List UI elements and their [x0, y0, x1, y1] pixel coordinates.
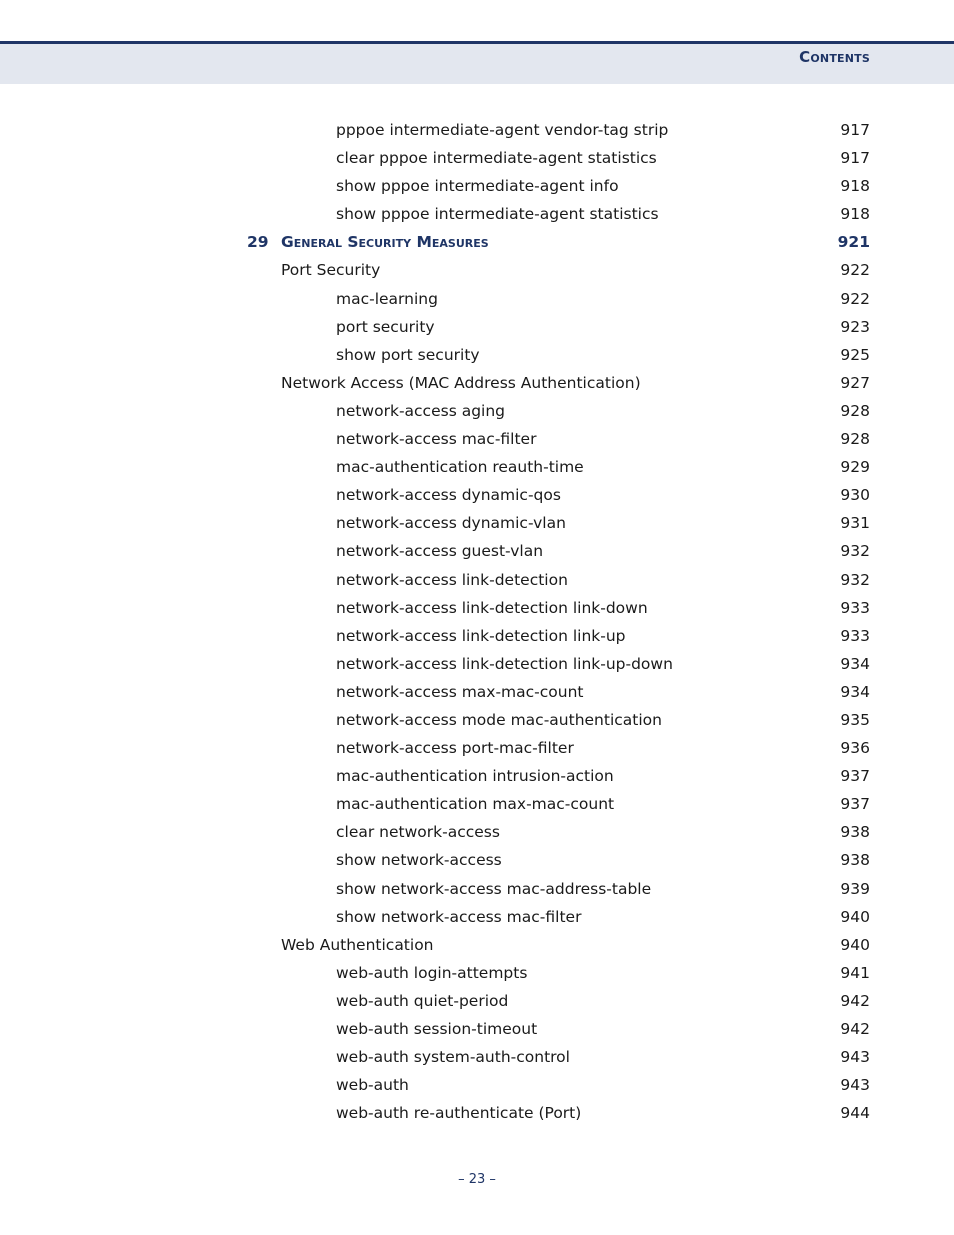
toc-command-entry[interactable] — [0, 313, 954, 341]
toc-entry-page-number: 940 — [840, 935, 870, 954]
toc-command-entry[interactable] — [0, 341, 954, 369]
toc-command-entry[interactable] — [0, 762, 954, 790]
toc-entry-page-number: 940 — [840, 907, 870, 926]
toc-command-entry[interactable] — [0, 903, 954, 931]
toc-entry-title: mac-authentication max-mac-count — [336, 795, 615, 814]
toc-entry-page-number: 943 — [840, 1048, 870, 1067]
toc-entry-page-number: 936 — [840, 739, 870, 758]
toc-entry-page-number: 923 — [840, 317, 870, 336]
toc-entry-page-number: 917 — [840, 149, 870, 168]
toc-entry-title: Network Access (MAC Address Authentication) — [281, 373, 641, 392]
toc-command-entry[interactable] — [0, 481, 954, 509]
toc-entry-title: General Security Measures — [281, 233, 489, 252]
toc-entry-page-number: 943 — [840, 1076, 870, 1095]
toc-entry-title: network-access mode mac-authentication — [336, 710, 662, 729]
toc-command-entry[interactable] — [0, 116, 954, 144]
toc-command-entry[interactable] — [0, 200, 954, 228]
toc-command-entry[interactable] — [0, 706, 954, 734]
toc-entry-page-number: 921 — [837, 233, 870, 252]
toc-entry-title: network-access link-detection link-up-down — [336, 654, 673, 673]
toc-entry-page-number: 933 — [840, 626, 870, 645]
toc-chapter-entry[interactable] — [0, 228, 954, 256]
toc-command-entry[interactable] — [0, 453, 954, 481]
toc-entry-page-number: 937 — [840, 767, 870, 786]
toc-entry-title: mac-authentication intrusion-action — [336, 767, 614, 786]
toc-command-entry[interactable] — [0, 566, 954, 594]
toc-entry-title: show network-access mac-filter — [336, 907, 582, 926]
toc-entry-page-number: 935 — [840, 710, 870, 729]
toc-command-entry[interactable] — [0, 1015, 954, 1043]
toc-entry-page-number: 937 — [840, 795, 870, 814]
toc-command-entry[interactable] — [0, 1071, 954, 1099]
toc-entry-title: network-access aging — [336, 401, 506, 420]
toc-command-entry[interactable] — [0, 1043, 954, 1071]
toc-entry-title: mac-authentication reauth-time — [336, 458, 584, 477]
toc-section-entry[interactable] — [0, 931, 954, 959]
toc-entry-page-number: 933 — [840, 598, 870, 617]
toc-entry-page-number: 932 — [840, 570, 870, 589]
toc-entry-title: network-access mac-filter — [336, 430, 537, 449]
toc-entry-title: show port security — [336, 345, 480, 364]
toc-entry-page-number: 922 — [840, 289, 870, 308]
toc-entry-page-number: 922 — [840, 261, 870, 280]
toc-entry-page-number: 931 — [840, 514, 870, 533]
toc-entry-title: network-access guest-vlan — [336, 542, 544, 561]
toc-entry-title: network-access dynamic-qos — [336, 486, 561, 505]
toc-command-entry[interactable] — [0, 846, 954, 874]
toc-entry-title: web-auth — [336, 1076, 409, 1095]
toc-entry-page-number: 928 — [840, 430, 870, 449]
running-header-title: Contents — [799, 48, 870, 66]
toc-entry-title: pppoe intermediate-agent vendor-tag strip — [336, 121, 669, 139]
toc-entry-page-number: 925 — [840, 345, 870, 364]
toc-entry-title: port security — [336, 317, 435, 336]
toc-entry-title: mac-learning — [336, 289, 438, 308]
toc-entry-title: network-access link-detection link-down — [336, 598, 648, 617]
toc-entry-title: show network-access mac-address-table — [336, 879, 652, 898]
toc-entry-page-number: 942 — [840, 1020, 870, 1038]
toc-command-entry[interactable] — [0, 790, 954, 818]
toc-command-entry[interactable] — [0, 959, 954, 987]
toc-entry-title: network-access link-detection — [336, 570, 568, 589]
table-of-contents — [0, 116, 954, 1127]
toc-entry-page-number: 942 — [840, 991, 870, 1010]
toc-command-entry[interactable] — [0, 425, 954, 453]
toc-command-entry[interactable] — [0, 172, 954, 200]
toc-entry-title: show pppoe intermediate-agent info — [336, 177, 619, 196]
toc-command-entry[interactable] — [0, 285, 954, 313]
toc-command-entry[interactable] — [0, 622, 954, 650]
toc-command-entry[interactable] — [0, 818, 954, 846]
toc-section-entry[interactable] — [0, 369, 954, 397]
toc-entry-title: network-access max-mac-count — [336, 682, 584, 701]
toc-entry-title: clear network-access — [336, 823, 500, 842]
page-number-footer: – 23 – — [458, 1172, 496, 1187]
toc-entry-page-number: 944 — [840, 1104, 870, 1123]
toc-entry-title: web-auth login-attempts — [336, 963, 528, 982]
toc-command-entry[interactable] — [0, 397, 954, 425]
toc-entry-title: Port Security — [281, 261, 381, 280]
toc-entry-page-number: 917 — [840, 121, 870, 139]
toc-entry-title: network-access link-detection link-up — [336, 626, 626, 645]
toc-entry-page-number: 918 — [840, 205, 870, 224]
toc-entry-title: show network-access — [336, 851, 502, 870]
toc-entry-page-number: 918 — [840, 177, 870, 196]
toc-entry-page-number: 938 — [840, 851, 870, 870]
toc-command-entry[interactable] — [0, 509, 954, 537]
toc-entry-title: Web Authentication — [281, 935, 434, 954]
toc-command-entry[interactable] — [0, 875, 954, 903]
toc-entry-page-number: 932 — [840, 542, 870, 561]
toc-command-entry[interactable] — [0, 650, 954, 678]
toc-entry-title: network-access port-mac-filter — [336, 739, 574, 758]
toc-command-entry[interactable] — [0, 594, 954, 622]
toc-section-entry[interactable] — [0, 256, 954, 284]
toc-command-entry[interactable] — [0, 678, 954, 706]
toc-chapter-number: 29 — [247, 233, 269, 252]
toc-entry-page-number: 934 — [840, 654, 870, 673]
toc-entry-title: clear pppoe intermediate-agent statistics — [336, 149, 657, 168]
toc-entry-title: web-auth quiet-period — [336, 991, 509, 1010]
toc-entry-page-number: 941 — [840, 963, 870, 982]
toc-command-entry[interactable] — [0, 537, 954, 565]
toc-entry-title: network-access dynamic-vlan — [336, 514, 566, 533]
toc-entry-page-number: 934 — [840, 682, 870, 701]
toc-command-entry[interactable] — [0, 987, 954, 1015]
toc-entry-title: show pppoe intermediate-agent statistics — [336, 205, 659, 224]
toc-entry-page-number: 927 — [840, 373, 870, 392]
toc-entry-page-number: 938 — [840, 823, 870, 842]
toc-command-entry[interactable] — [0, 734, 954, 762]
toc-command-entry[interactable] — [0, 1099, 954, 1127]
toc-entry-page-number: 928 — [840, 401, 870, 420]
toc-entry-title: web-auth re-authenticate (Port) — [336, 1104, 582, 1123]
toc-entry-title: web-auth session-timeout — [336, 1020, 538, 1038]
toc-entry-page-number: 930 — [840, 486, 870, 505]
toc-entry-page-number: 929 — [840, 458, 870, 477]
toc-entry-title: web-auth system-auth-control — [336, 1048, 570, 1067]
toc-command-entry[interactable] — [0, 144, 954, 172]
running-header — [0, 41, 954, 84]
toc-entry-page-number: 939 — [840, 879, 870, 898]
